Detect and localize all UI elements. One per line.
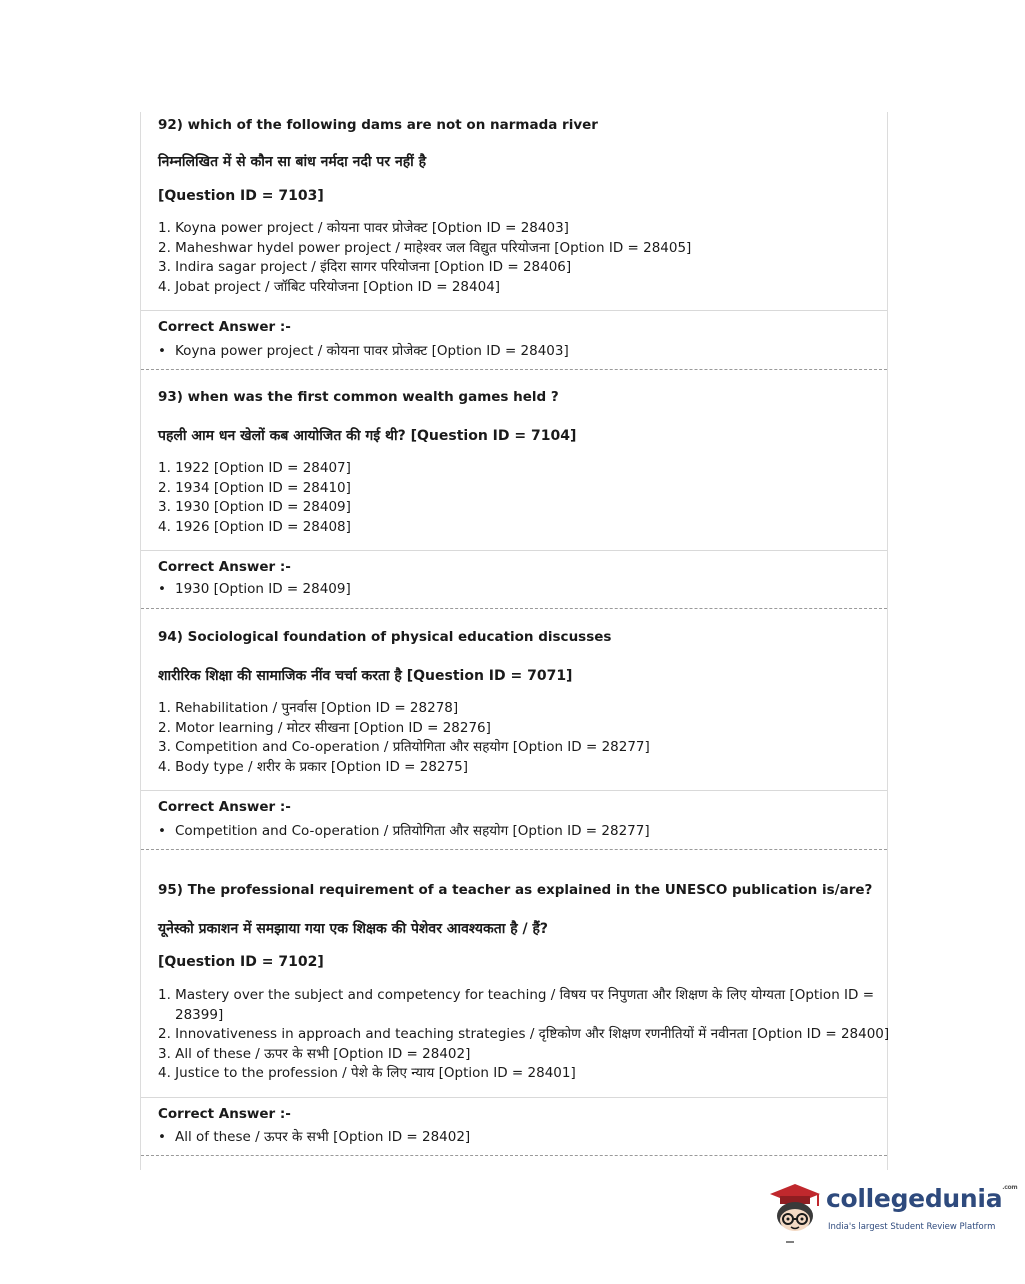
question-95-title: 95) The professional requirement of a teacher as explained in the UNESCO publication is/are?	[158, 882, 873, 898]
question-95-id: [Question ID = 7102]	[158, 954, 324, 970]
question-95-options	[158, 986, 889, 1084]
question-93-options	[158, 459, 351, 537]
logo-wordmark: collegedunia$^{.com}$	[826, 1184, 1018, 1213]
option-item: 3. 1930 [Option ID = 28409]	[158, 499, 351, 516]
option-item: 4. Jobat project / जॉबिट परियोजना [Option ID = 28404]	[158, 278, 501, 295]
option-item: 3. Competition and Co-operation / प्रतियोगिता और सहयोग [Option ID = 28277]	[158, 739, 650, 756]
logo-tagline: India's largest Student Review Platform	[828, 1222, 996, 1232]
question-94-hindi: शारीरिक शिक्षा की सामाजिक नींव चर्चा करता है [Question ID = 7071]	[158, 668, 573, 684]
question-95-correct-label: Correct Answer :-	[158, 1106, 291, 1122]
question-93-hindi: पहली आम धन खेलों कब आयोजित की गई थी? [Question ID = 7104]	[158, 428, 577, 444]
option-item: 2. 1934 [Option ID = 28410]	[158, 479, 351, 496]
option-item: 4. Justice to the profession / पेशे के लिए न्याय [Option ID = 28401]	[158, 1065, 576, 1082]
collegedunia-logo	[766, 1176, 1018, 1248]
question-separator	[141, 1155, 887, 1156]
question-95-correct-answer: • All of these / ऊपर के सभी [Option ID = 28402]	[158, 1129, 471, 1145]
question-92-title: 92) which of the following dams are not on narmada river	[158, 117, 598, 133]
option-item: 3. All of these / ऊपर के सभी [Option ID = 28402]	[158, 1045, 471, 1062]
option-item: 4. 1926 [Option ID = 28408]	[158, 518, 351, 535]
question-94-correct-label: Correct Answer :-	[158, 799, 291, 815]
divider	[141, 790, 887, 791]
option-item: 1. Mastery over the subject and competency for teaching / विषय पर निपुणता और शिक्षण के लिए योग्यता [Option ID = 28399]	[158, 987, 875, 1023]
question-separator	[141, 849, 887, 850]
option-item: 1. Koyna power project / कोयना पावर प्रोजेक्ट [Option ID = 28403]	[158, 220, 569, 236]
question-93-title: 93) when was the first common wealth games held ?	[158, 389, 559, 405]
student-mascot-icon	[766, 1176, 824, 1246]
question-separator	[141, 369, 887, 370]
option-item: 3. Indira sagar project / इंदिरा सागर परियोजना [Option ID = 28406]	[158, 259, 572, 276]
divider	[141, 1097, 887, 1098]
question-92-id: [Question ID = 7103]	[158, 188, 324, 204]
question-92-correct-answer: • Koyna power project / कोयना पावर प्रोजेक्ट [Option ID = 28403]	[158, 343, 569, 359]
question-92-correct-label: Correct Answer :-	[158, 319, 291, 335]
question-95-hindi: यूनेस्को प्रकाशन में समझाया गया एक शिक्षक की पेशेवर आवश्यकता है / हैं?	[158, 921, 549, 937]
divider	[141, 550, 887, 551]
question-92-hindi: निम्नलिखित में से कौन सा बांध नर्मदा नदी पर नहीं है	[158, 154, 427, 170]
question-93-correct-label: Correct Answer :-	[158, 559, 291, 575]
question-sheet	[140, 112, 888, 1170]
option-item: 2. Innovativeness in approach and teaching strategies / दृष्टिकोण और शिक्षण रणनीतियों में नवीनता [Option ID = 28400]	[158, 1026, 890, 1043]
divider	[141, 310, 887, 311]
option-item: 1. 1922 [Option ID = 28407]	[158, 460, 351, 476]
question-separator	[141, 608, 887, 609]
option-item: 2. Motor learning / मोटर सीखना [Option ID = 28276]	[158, 719, 491, 736]
question-94-title: 94) Sociological foundation of physical education discusses	[158, 629, 612, 645]
option-item: 2. Maheshwar hydel power project / माहेश्वर जल विद्युत परियोजना [Option ID = 28405]	[158, 239, 692, 256]
question-94-correct-answer: • Competition and Co-operation / प्रतियोगिता और सहयोग [Option ID = 28277]	[158, 823, 650, 839]
question-93-correct-answer: • 1930 [Option ID = 28409]	[158, 581, 351, 597]
question-92-options	[158, 219, 691, 297]
option-item: 4. Body type / शरीर के प्रकार [Option ID = 28275]	[158, 758, 468, 775]
option-item: 1. Rehabilitation / पुनर्वास [Option ID = 28278]	[158, 700, 459, 716]
question-94-options	[158, 699, 650, 777]
